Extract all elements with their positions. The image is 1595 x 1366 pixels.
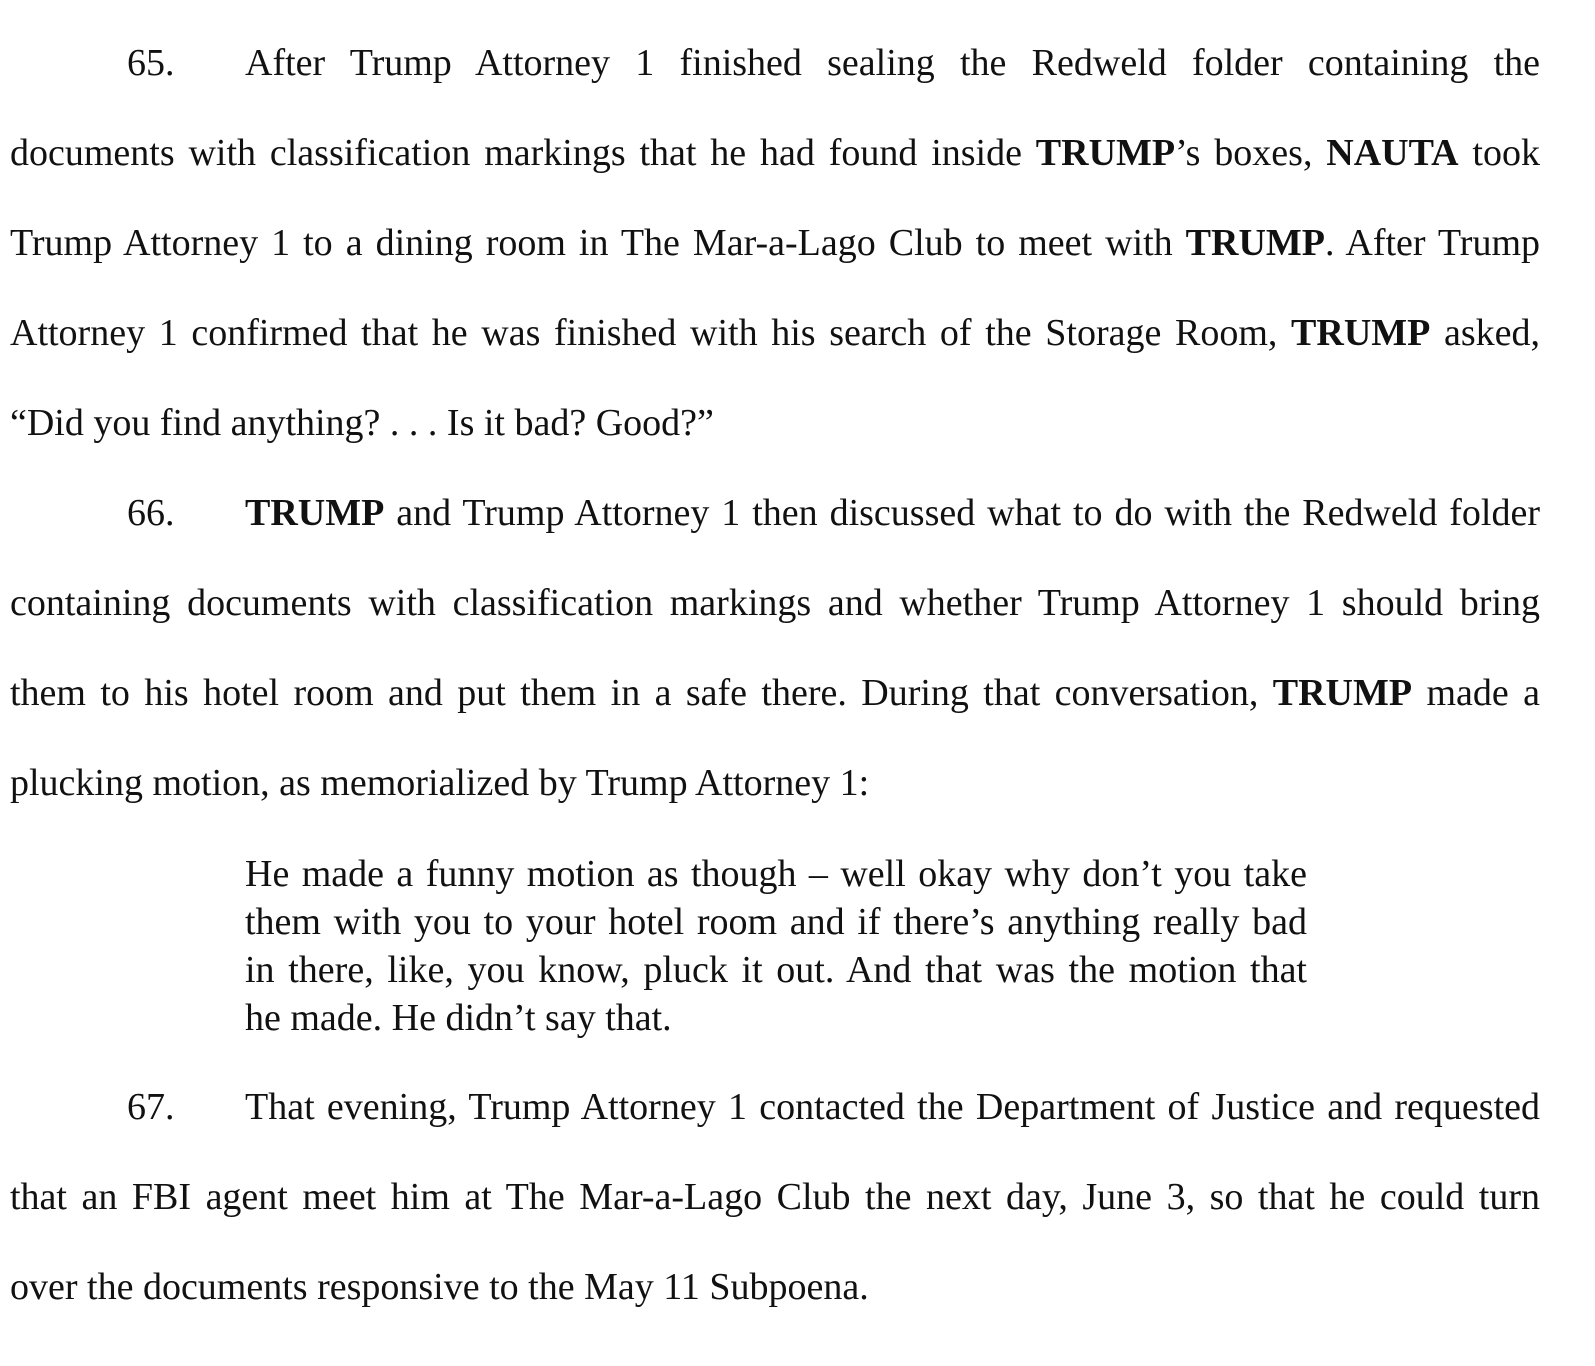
text-line: After Trump Attorney 1 finished sealing the Redweld folder containing the (245, 42, 1540, 84)
text-line: “Did you find anything? . . . Is it bad? Good?” (10, 402, 714, 444)
text-line: That evening, Trump Attorney 1 contacted the Department of Justice and requested (245, 1086, 1540, 1128)
text-line (10, 670, 1540, 716)
text-span: took (1458, 132, 1540, 174)
text-span: documents with classification markings that he had found inside (10, 132, 1036, 174)
text-span: Trump Attorney 1 to a dining room in The Mar-a-Lago Club to meet with (10, 222, 1186, 264)
text-line (10, 130, 1540, 176)
quote-line: in there, like, you know, pluck it out. And that was the motion that (245, 949, 1307, 991)
text-line: over the documents responsive to the May 11 Subpoena. (10, 1266, 869, 1308)
text-span: . After Trump (1324, 222, 1540, 264)
text-line (10, 310, 1540, 356)
text-span: ’s boxes, (1175, 132, 1327, 174)
quote-line: He made a funny motion as though – well okay why don’t you take (245, 853, 1307, 895)
text-span: asked, (1430, 312, 1541, 354)
text-span: them to his hotel room and put them in a safe there. During that conversation, (10, 672, 1273, 714)
text-line (10, 220, 1540, 266)
defendant-name: TRUMP (1291, 312, 1431, 354)
quote-line: he made. He didn’t say that. (245, 997, 672, 1039)
text-line: plucking motion, as memorialized by Trump Attorney 1: (10, 762, 870, 804)
defendant-name: TRUMP (1035, 132, 1176, 174)
defendant-name: TRUMP (1185, 222, 1325, 264)
quote-line: them with you to your hotel room and if there’s anything really bad (245, 901, 1307, 943)
paragraph-number: 66. (127, 492, 175, 534)
paragraph-number: 67. (127, 1086, 175, 1128)
defendant-name: NAUTA (1326, 132, 1459, 174)
text-span: Attorney 1 confirmed that he was finished with his search of the Storage Room, (10, 312, 1292, 354)
text-line: containing documents with classification markings and whether Trump Attorney 1 should bring (10, 582, 1540, 624)
text-span: and Trump Attorney 1 then discussed what to do with the Redweld folder (384, 492, 1540, 534)
paragraph-number: 65. (127, 42, 175, 84)
text-line: that an FBI agent meet him at The Mar-a-Lago Club the next day, June 3, so that he could turn (10, 1176, 1540, 1218)
defendant-name: TRUMP (1272, 672, 1413, 714)
text-line (245, 490, 1540, 536)
text-span: made a (1412, 672, 1540, 714)
defendant-name: TRUMP (245, 492, 385, 534)
